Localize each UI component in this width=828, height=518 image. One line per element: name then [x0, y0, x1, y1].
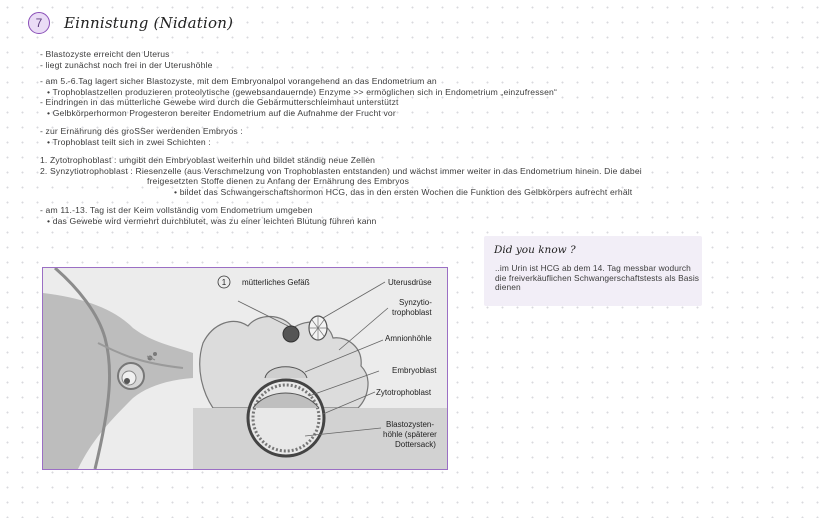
note-bullet: • Trophoblastzellen produzieren proteolytische (gewebsandauernde) Enzyme >> ermöglichen sich in Endometrium „einzufressen“ — [47, 86, 557, 97]
note-bullet: • bildet das Schwangerschaftshormon HCG, das in den ersten Wochen die Funktion des Gelbkörpers aufrecht erhält — [174, 186, 633, 197]
title-row — [28, 12, 233, 34]
note-line: 2. Synzytiotrophoblast : Riesenzelle (aus Verschmelzung von Trophoblasten entstanden) und wächst immer weiter in das Endometrium hinein. Die dabei — [40, 165, 642, 176]
label-maternal-vessel: mütterliches Gefäß — [242, 278, 310, 287]
label-synzytio-2: trophoblast — [392, 308, 432, 317]
note-bullet: • Gelbkörperhormon Progesteron bereiter Endometrium auf die Aufnahme der Frucht vor — [47, 107, 396, 118]
note-line: - Eindringen in das mütterliche Gewebe wird durch die Gebärmutterschleimhaut unterstützt — [40, 97, 399, 107]
did-you-know-text: ..im Urin ist HCG ab dem 14. Tag messbar wodurch die freiverkäuflichen Schwangerschaftstests als Basis dienen — [495, 263, 700, 293]
note-bullet: • das Gewebe wird vermehrt durchblutet, was zu einer leichten Blutung führen kann — [47, 215, 377, 226]
blastocyst-large — [248, 380, 324, 456]
label-synzytio-1: Synzytio- — [399, 298, 432, 307]
note-line: - am 5.-6.Tag lagert sicher Blastozyste, mit dem Embryonalpol vorangehend an das Endometrium an — [40, 76, 437, 86]
label-blasto-3: Dottersack) — [395, 440, 436, 449]
note-line: - am 11.-13. Tag ist der Keim vollständig vom Endometrium umgeben — [40, 205, 313, 215]
note-bullet: • Trophoblast teilt sich in zwei Schichten : — [47, 136, 211, 147]
label-amnion: Amnionhöhle — [385, 334, 432, 343]
note-line: 1. Zytotrophoblast : umgibt den Embryoblast weiterhin und bildet ständig neue Zellen — [40, 155, 376, 165]
implantation-figure — [42, 267, 448, 470]
did-you-know-title: Did you know ? — [494, 244, 576, 256]
page-title: Einnistung (Nidation) — [64, 14, 234, 32]
section-number-badge: 7 — [28, 12, 50, 34]
label-blasto-2: höhle (späterer — [383, 430, 437, 439]
label-uterine-gland: Uterusdrüse — [388, 278, 432, 287]
label-zytotrophoblast: Zytotrophoblast — [376, 388, 432, 397]
implantation-diagram — [43, 268, 447, 469]
note-line: - liegt zunächst noch frei in der Uterushöhle — [40, 59, 213, 70]
label-blasto-1: Blastozysten- — [386, 420, 435, 429]
note-line: - Blastozyste erreicht den Uterus — [40, 49, 170, 59]
label-embryoblast: Embryoblast — [392, 366, 437, 375]
figure-panel-number: 1 — [221, 278, 227, 287]
maternal-vessel-shape — [283, 326, 299, 342]
note-line: freigesetzten Stoffe dienen zu Anfang der Ernährung des Embryos — [147, 176, 410, 186]
notes-body — [40, 49, 770, 226]
did-you-know-box — [484, 236, 702, 306]
note-line: - zur Ernährung des groSSer werdenden Embryos : — [40, 126, 243, 136]
